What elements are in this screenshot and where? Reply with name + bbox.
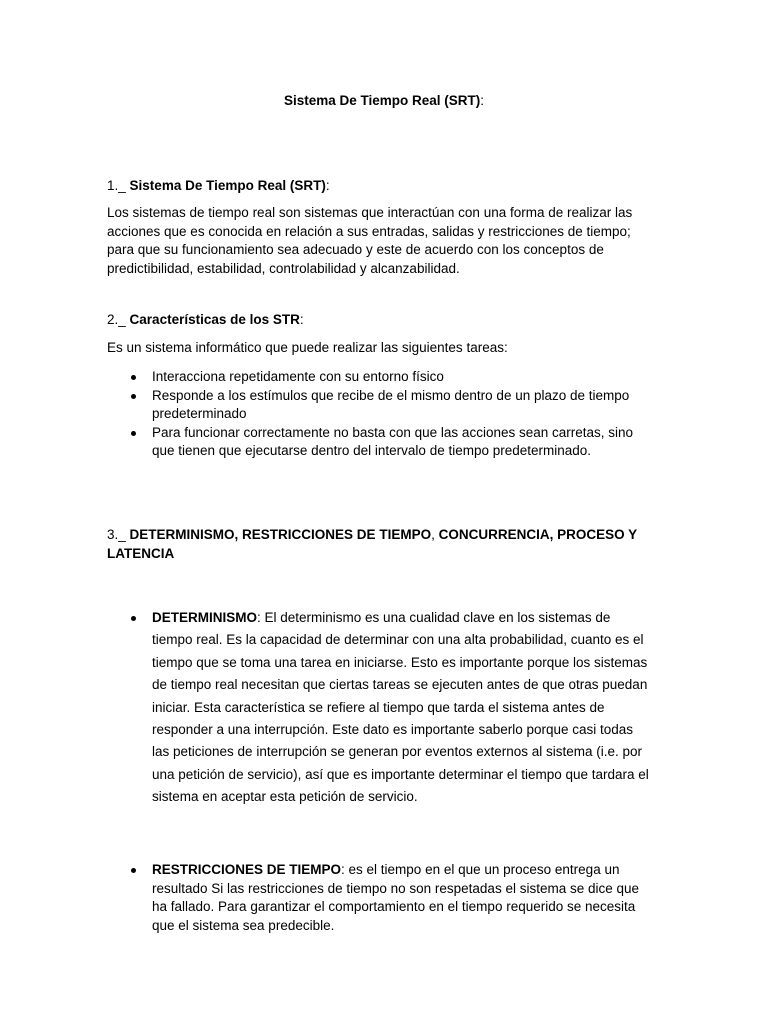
bullet-icon [131,394,136,399]
section-2-bullet-list [107,368,652,461]
list-item-text: Responde a los estímulos que recibe de el mismo dentro de un plazo de tiempo predeterminado [152,387,630,421]
section-3-comma: , [431,527,435,542]
list-item-text: Interacciona repetidamente con su entorno físico [152,369,444,384]
document-title-text: Sistema De Tiempo Real (SRT) [283,93,481,108]
section-1-number: 1._ [107,178,126,193]
section-2-suffix: : [299,312,304,327]
determinismo-text: : El determinismo es una cualidad clave en los sistemas de tiempo real. Es la capacidad de determinar con una alta probabilidad, cuanto es el tiempo que se toma una tarea en iniciarse. Esto es importante porque los sistemas de tiempo real necesitan que ciertas tareas se ejecuten antes de que otras puedan iniciar. Esta característica se refiere al tiempo que tarda el sistema antes de responder a una interrupción. Este dato es importante saberlo porque casi todas las peticiones de interrupción se generan por eventos externos al sistema (i.e. por una petición de servicio), así que es importante determinar el tiempo que tardara el sistema en aceptar esta petición de servicio. [152,610,649,805]
section-3-title-part1: DETERMINISMO, RESTRICCIONES DE TIEMPO [129,527,432,542]
term-determinismo: DETERMINISMO [152,610,258,625]
section-3-number: 3._ [107,527,126,542]
section-1-title: Sistema De Tiempo Real (SRT) [129,178,326,193]
bullet-icon [131,431,136,436]
document-title [0,92,768,111]
term-restricciones-de-tiempo: RESTRICCIONES DE TIEMPO [152,862,342,877]
section-2-number: 2._ [107,312,126,327]
bullet-icon [131,868,136,873]
section-3-title-part2: CONCURRENCIA, PROCESO Y LATENCIA [107,527,637,561]
bullet-icon [131,616,136,621]
section-2-title: Características de los STR [129,312,300,327]
list-item [107,387,652,424]
bullet-icon [131,375,136,380]
section-2-heading [107,311,667,330]
restricciones-text: : es el tiempo en el que un proceso entrega un resultado Si las restricciones de tiempo no son respetadas el sistema se dice que ha fallado. Para garantizar el comportamiento en el tiempo requerido se necesita que el sistema sea predecible. [152,862,640,933]
list-item [107,607,652,809]
section-3-restricciones-list [107,861,652,935]
document-title-suffix: : [480,93,485,108]
section-3-determinismo-list [107,607,652,809]
section-1-heading [107,177,667,196]
list-item [107,861,652,935]
list-item-text: Para funcionar correctamente no basta con que las acciones sean carretas, sino que tienen que ejecutarse dentro del intervalo de tiempo predeterminado. [152,424,634,458]
list-item [107,368,652,387]
section-2-intro: Es un sistema informático que puede realizar las siguientes tareas: [107,340,508,355]
list-item [107,424,652,461]
section-1-suffix: : [325,178,330,193]
section-1-body: Los sistemas de tiempo real son sistemas que interactúan con una forma de realizar las acciones que es conocida en relación a sus entradas, salidas y restricciones de tiempo; para que su funcionamiento sea adecuado y este de acuerdo con los conceptos de predictibilidad, estabilidad, controlabilidad y alcanzabilidad. [107,205,633,276]
section-3-heading [107,526,655,563]
